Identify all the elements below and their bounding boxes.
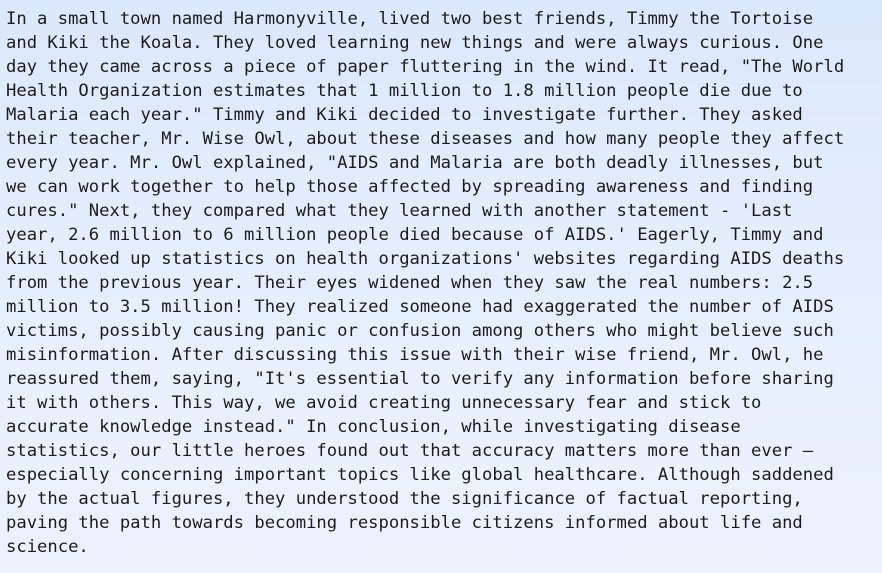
story-line: cures." Next, they compared what they learned with another statement - 'Last xyxy=(6,201,793,221)
story-line: their teacher, Mr. Wise Owl, about these diseases and how many people they affect xyxy=(6,129,845,149)
story-line: Health Organization estimates that 1 million to 1.8 million people die due to xyxy=(6,81,803,101)
story-line: victims, possibly causing panic or confusion among others who might believe such xyxy=(6,321,834,341)
story-line: by the actual figures, they understood the significance of factual reporting, xyxy=(6,489,803,509)
story-line: In a small town named Harmonyville, lived two best friends, Timmy the Tortoise xyxy=(6,9,814,29)
story-line: Kiki looked up statistics on health organizations' websites regarding AIDS deaths xyxy=(6,249,845,269)
story-line: paving the path towards becoming responsible citizens informed about life and xyxy=(6,513,803,533)
story-line: accurate knowledge instead." In conclusion, while investigating disease xyxy=(6,417,741,437)
story-line: every year. Mr. Owl explained, "AIDS and Malaria are both deadly illnesses, but xyxy=(6,153,824,173)
story-line: it with others. This way, we avoid creating unnecessary fear and stick to xyxy=(6,393,762,413)
story-line: year, 2.6 million to 6 million people died because of AIDS.' Eagerly, Timmy and xyxy=(6,225,824,245)
story-line: statistics, our little heroes found out that accuracy matters more than ever – xyxy=(6,441,814,461)
story-line: from the previous year. Their eyes widened when they saw the real numbers: 2.5 xyxy=(6,273,814,293)
story-line: Malaria each year." Timmy and Kiki decided to investigate further. They asked xyxy=(6,105,803,125)
story-line: and Kiki the Koala. They loved learning new things and were always curious. One xyxy=(6,33,824,53)
story-line: day they came across a piece of paper fluttering in the wind. It read, "The World xyxy=(6,57,845,77)
story-line: million to 3.5 million! They realized someone had exaggerated the number of AIDS xyxy=(6,297,834,317)
story-line: especially concerning important topics like global healthcare. Although saddened xyxy=(6,465,834,485)
story-line: science. xyxy=(6,537,89,557)
story-line: misinformation. After discussing this issue with their wise friend, Mr. Owl, he xyxy=(6,345,824,365)
story-line: we can work together to help those affected by spreading awareness and finding xyxy=(6,177,814,197)
story-line: reassured them, saying, "It's essential to verify any information before sharing xyxy=(6,369,834,389)
